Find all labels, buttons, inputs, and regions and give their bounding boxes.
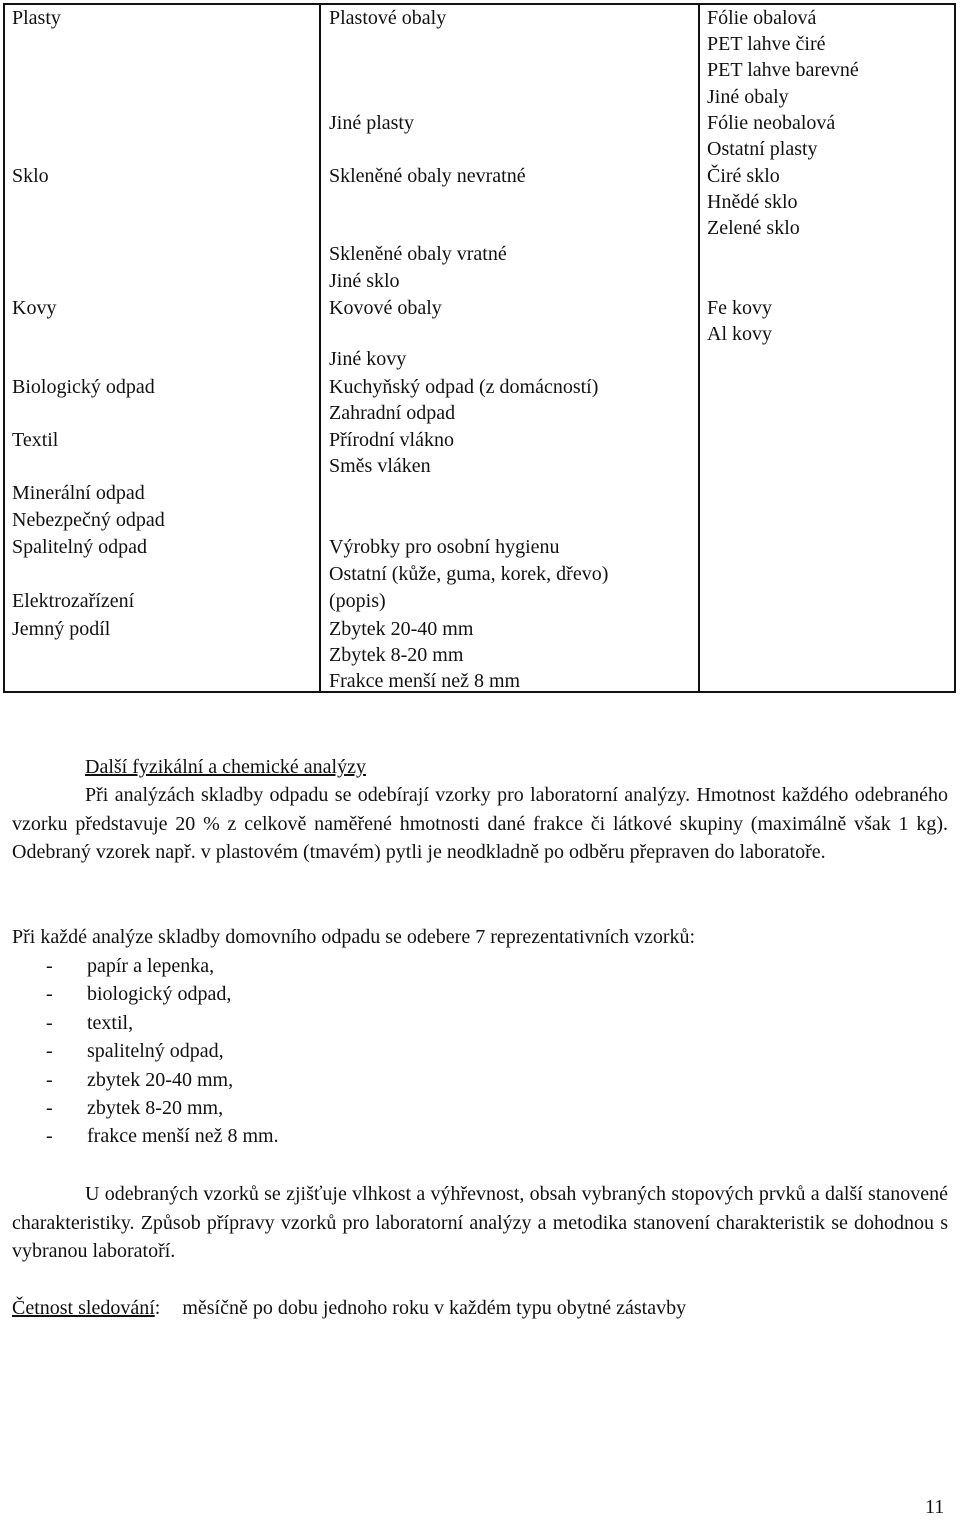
table-subcategory: Plastové obaly bbox=[329, 7, 447, 29]
table-detail: Jiné obaly bbox=[707, 86, 789, 108]
table-detail: Ostatní plasty bbox=[707, 138, 818, 160]
table-col-line bbox=[319, 3, 321, 693]
table-subcategory: Kovové obaly bbox=[329, 297, 442, 319]
list-item: - textil, bbox=[46, 1011, 134, 1034]
list-item: - zbytek 8-20 mm, bbox=[46, 1097, 224, 1120]
table-subcategory: Frakce menší než 8 mm bbox=[329, 670, 521, 692]
table-subcategory: Skleněné obaly nevratné bbox=[329, 165, 526, 187]
table-detail: Čiré sklo bbox=[707, 165, 780, 187]
sample-list bbox=[46, 952, 279, 1151]
table-category: Sklo bbox=[12, 165, 49, 187]
table-subcategory: Ostatní (kůže, guma, korek, dřevo) bbox=[329, 563, 609, 585]
list-item: - zbytek 20-40 mm, bbox=[46, 1068, 234, 1091]
paragraph-samples-intro: Při každé analýze skladby domovního odpadu se odebere 7 reprezentativních vzorků: bbox=[12, 926, 696, 948]
table-subcategory: Jiné plasty bbox=[329, 112, 414, 134]
table-detail: Fólie neobalová bbox=[707, 112, 836, 134]
table-category: Kovy bbox=[12, 297, 57, 319]
list-item: - biologický odpad, bbox=[46, 983, 232, 1006]
paragraph-sampling: Při analýzách skladby odpadu se odebírají vzorky pro laboratorní analýzy. Hmotnost každého odebraného vzorku představuje 20 % z celkově naměřené hmotnosti dané frakce či látkové skupiny (maximálně však 1 kg). Odebraný vzorek např. v plastovém (tmavém) pytli je neodkladně po odběru přepraven do laboratoře. bbox=[12, 784, 948, 863]
table-category: Textil bbox=[12, 429, 59, 451]
waste-table-border bbox=[3, 3, 956, 693]
table-detail: PET lahve barevné bbox=[707, 59, 859, 81]
table-subcategory: Výrobky pro osobní hygienu bbox=[329, 536, 560, 558]
table-subcategory: Zbytek 8-20 mm bbox=[329, 644, 464, 666]
table-subcategory: Směs vláken bbox=[329, 455, 431, 477]
table-detail: Hnědé sklo bbox=[707, 191, 798, 213]
table-category: Minerální odpad bbox=[12, 482, 145, 504]
frequency-label: Četnost sledování bbox=[12, 1297, 155, 1319]
table-subcategory: Zbytek 20-40 mm bbox=[329, 618, 474, 640]
list-item: - papír a lepenka, bbox=[46, 955, 215, 977]
table-detail: Fe kovy bbox=[707, 297, 772, 319]
page-number: 11 bbox=[925, 1496, 945, 1518]
table-category: Spalitelný odpad bbox=[12, 536, 147, 558]
table-category: Elektrozařízení bbox=[12, 590, 135, 612]
table-category: Plasty bbox=[12, 7, 61, 29]
table-col-line bbox=[698, 3, 700, 693]
table-category: Nebezpečný odpad bbox=[12, 509, 165, 531]
list-item: - spalitelný odpad, bbox=[46, 1040, 224, 1063]
table-detail: Zelené sklo bbox=[707, 217, 800, 239]
paragraph-characteristics: U odebraných vzorků se zjišťuje vlhkost a výhřevnost, obsah vybraných stopových prvků a další stanovené charakteristiky. Způsob přípravy vzorků pro laboratorní analýzy a metodika stanovení charakteristik se dohodnou s vybranou laboratoří. bbox=[12, 1183, 948, 1262]
table-subcategory: Jiné kovy bbox=[329, 348, 407, 370]
frequency-colon: : bbox=[154, 1297, 161, 1319]
table-subcategory: (popis) bbox=[329, 590, 386, 612]
table-subcategory: Jiné sklo bbox=[329, 270, 400, 292]
table-category: Jemný podíl bbox=[12, 618, 111, 640]
table-subcategory: Kuchyňský odpad (z domácností) bbox=[329, 376, 599, 398]
table-col-line bbox=[3, 3, 5, 693]
table-detail: Fólie obalová bbox=[707, 7, 817, 29]
table-subcategory: Skleněné obaly vratné bbox=[329, 243, 507, 265]
table-subcategory: Zahradní odpad bbox=[329, 402, 456, 424]
section-heading: Další fyzikální a chemické analýzy bbox=[85, 756, 366, 778]
list-item: - frakce menší než 8 mm. bbox=[46, 1125, 279, 1148]
table-subcategory: Přírodní vlákno bbox=[329, 429, 454, 451]
table-detail: PET lahve čiré bbox=[707, 33, 826, 55]
table-category: Biologický odpad bbox=[12, 376, 155, 398]
frequency-value: měsíčně po dobu jednoho roku v každém typu obytné zástavby bbox=[182, 1297, 687, 1319]
table-detail: Al kovy bbox=[707, 323, 772, 345]
frequency-line bbox=[12, 1294, 686, 1323]
